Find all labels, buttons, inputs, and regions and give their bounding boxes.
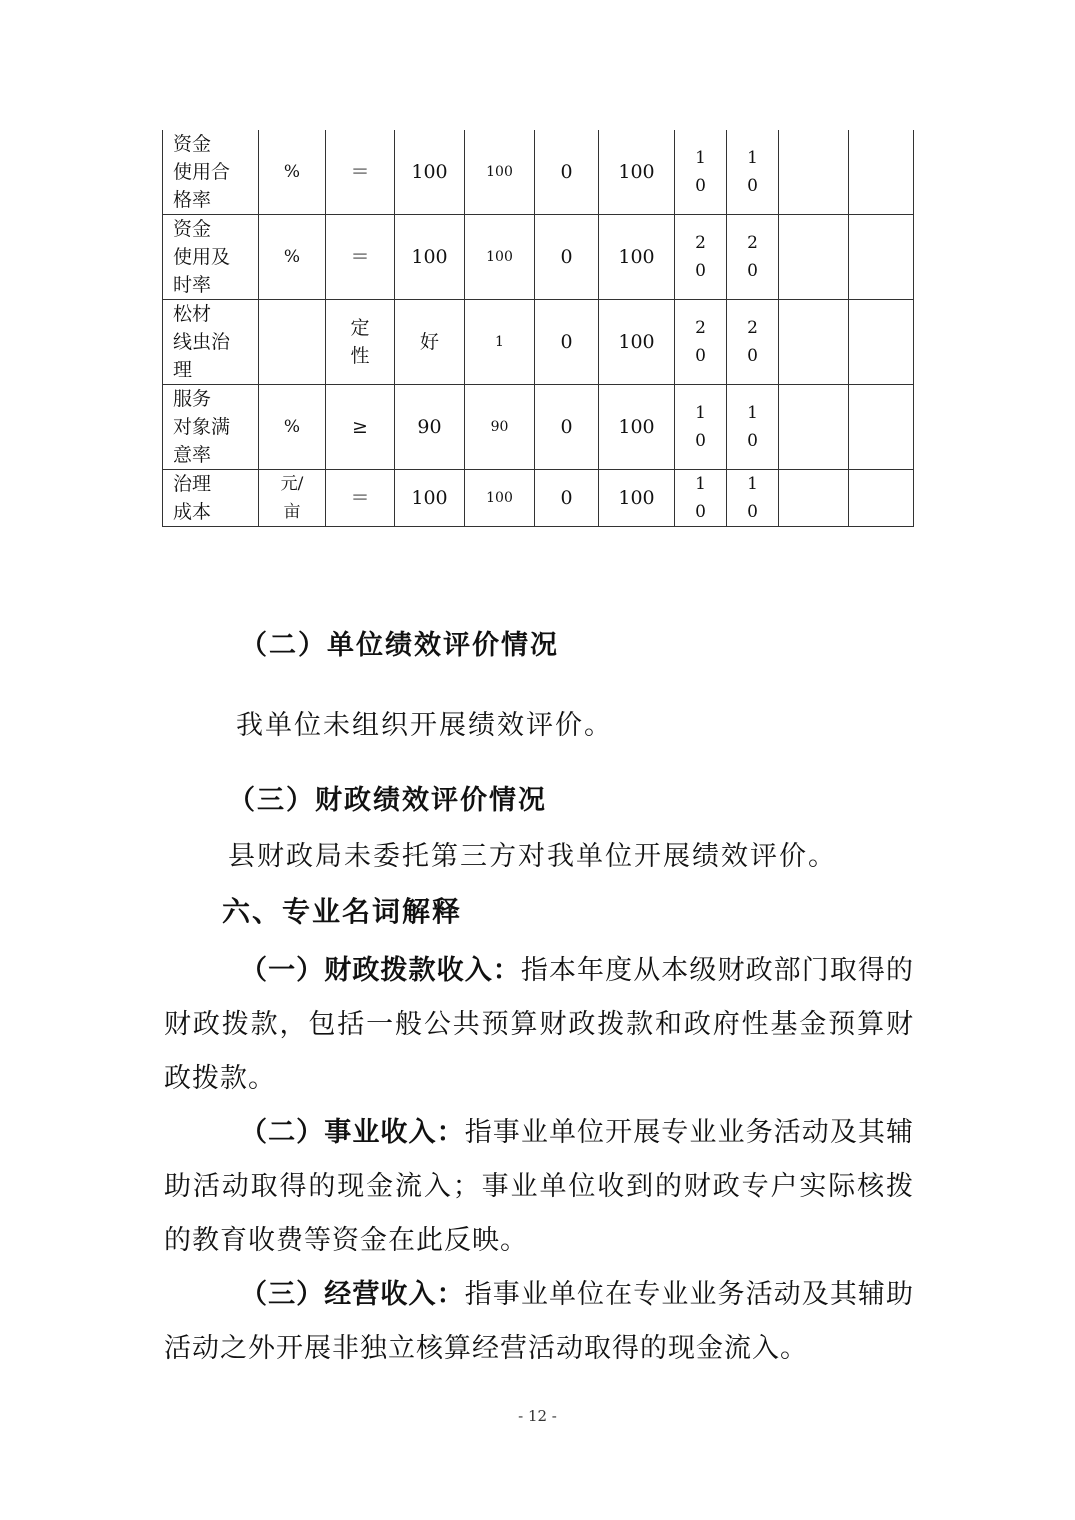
score-cell: 2 0 (727, 215, 779, 300)
unit-cell: % (259, 385, 326, 470)
term-definition: 指事业单位开展专业业务活动及其辅助活动取得的现金流入；事业单位收到的财政专户实际核拨的教育收费等资金在此反映。 (164, 1117, 915, 1256)
actual-value-cell: 100 (465, 215, 535, 300)
empty-cell (849, 470, 914, 527)
value-cell: 0 (535, 300, 599, 385)
value-cell: 0 (535, 215, 599, 300)
term-definition: 指本年度从本级财政部门取得的财政拨款，包括一般公共预算财政拨款和政府性基金预算财政拨款。 (164, 955, 915, 1094)
section2-heading: （二）单位绩效评价情况 (240, 630, 559, 661)
score-cell: 2 0 (675, 215, 727, 300)
term-paragraph-2 (164, 1106, 914, 1268)
target-value-cell: 90 (395, 385, 465, 470)
empty-cell (849, 215, 914, 300)
section2-text: 我单位未组织开展绩效评价。 (236, 710, 613, 741)
indicator-name-cell: 资金 使用及 时率 (163, 215, 259, 300)
value-cell: 0 (535, 385, 599, 470)
score-cell: 1 0 (727, 130, 779, 215)
score-cell: 1 0 (675, 470, 727, 527)
actual-value-cell: 1 (465, 300, 535, 385)
table-row (163, 470, 914, 527)
unit-cell (259, 300, 326, 385)
operator-cell: 定 性 (326, 300, 395, 385)
actual-value-cell: 100 (465, 130, 535, 215)
indicator-name-cell: 服务 对象满 意率 (163, 385, 259, 470)
page-number: - 12 - (518, 1407, 557, 1425)
table-row (163, 215, 914, 300)
unit-cell: % (259, 130, 326, 215)
operator-cell: ＝ (326, 470, 395, 527)
actual-value-cell: 90 (465, 385, 535, 470)
section3-heading: （三）财政绩效评价情况 (228, 785, 547, 816)
table-row (163, 130, 914, 215)
target-value-cell: 100 (395, 130, 465, 215)
value-cell: 100 (599, 215, 675, 300)
value-cell: 100 (599, 300, 675, 385)
term-label: （一）财政拨款收入： (240, 955, 521, 986)
score-cell: 2 0 (675, 300, 727, 385)
score-cell: 1 0 (675, 130, 727, 215)
empty-cell (779, 215, 849, 300)
table-row (163, 300, 914, 385)
score-cell: 1 0 (727, 470, 779, 527)
empty-cell (779, 130, 849, 215)
score-cell: 1 0 (675, 385, 727, 470)
term-definition: 指事业单位在专业业务活动及其辅助活动之外开展非独立核算经营活动取得的现金流入。 (164, 1279, 915, 1364)
value-cell: 0 (535, 130, 599, 215)
unit-cell: % (259, 215, 326, 300)
operator-cell: ＝ (326, 130, 395, 215)
score-cell: 1 0 (727, 385, 779, 470)
empty-cell (779, 470, 849, 527)
target-value-cell: 好 (395, 300, 465, 385)
operator-cell: ≥ (326, 385, 395, 470)
empty-cell (779, 385, 849, 470)
performance-indicator-table (162, 130, 914, 527)
section3-text: 县财政局未委托第三方对我单位开展绩效评价。 (228, 841, 837, 872)
value-cell: 0 (535, 470, 599, 527)
value-cell: 100 (599, 470, 675, 527)
table-row (163, 385, 914, 470)
target-value-cell: 100 (395, 215, 465, 300)
indicator-name-cell: 松材 线虫治 理 (163, 300, 259, 385)
indicator-name-cell: 治理 成本 (163, 470, 259, 527)
empty-cell (849, 130, 914, 215)
value-cell: 100 (599, 385, 675, 470)
term-paragraph-3 (164, 1268, 914, 1376)
term-paragraph-1 (164, 944, 914, 1106)
value-cell: 100 (599, 130, 675, 215)
term-label: （二）事业收入： (240, 1117, 465, 1148)
target-value-cell: 100 (395, 470, 465, 527)
empty-cell (779, 300, 849, 385)
empty-cell (849, 300, 914, 385)
actual-value-cell: 100 (465, 470, 535, 527)
score-cell: 2 0 (727, 300, 779, 385)
term-label: （三）经营收入： (240, 1279, 465, 1310)
unit-cell: 元/ 亩 (259, 470, 326, 527)
indicator-name-cell: 资金 使用合 格率 (163, 130, 259, 215)
chapter6-heading: 六、专业名词解释 (222, 895, 463, 928)
empty-cell (849, 385, 914, 470)
operator-cell: ＝ (326, 215, 395, 300)
